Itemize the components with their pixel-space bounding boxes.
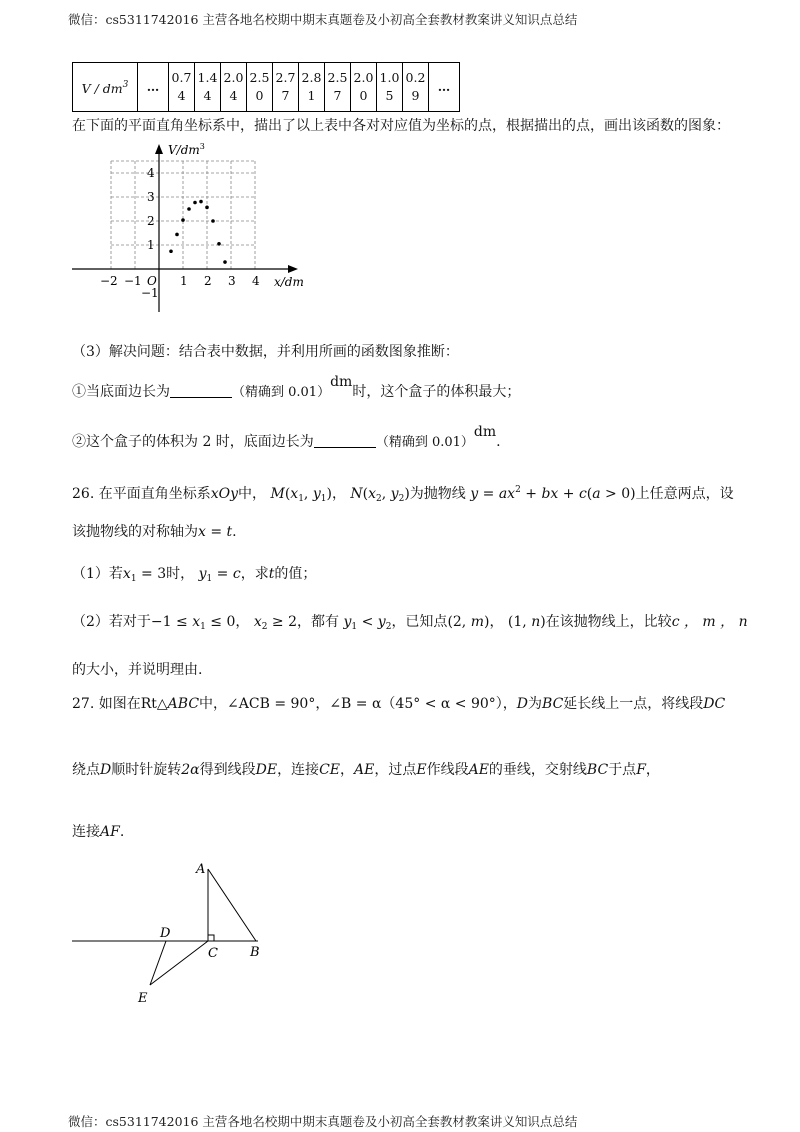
q26-part2: （2）若对于$-1 \le x_1 \le 0$， $x_2 \ge 2$，都有 $y_1 < y_2$，已知点(2, m)， (1, n)在该抛物线上，比较c ， m ， n (72, 614, 748, 632)
plotted-point (223, 260, 227, 264)
table-value-cell: 0.2 9 (403, 63, 429, 112)
table-ellipsis-left: … (138, 63, 169, 112)
x-axis-arrow (288, 265, 298, 273)
label-c: C (208, 946, 218, 961)
q26-part2-line2: 的大小，并说明理由. (72, 662, 203, 678)
q3-title: （3）解决问题：结合表中数据，并利用所画的函数图象推断： (72, 344, 459, 360)
coordinate-graph (66, 140, 316, 320)
q26-line1: 26. 在平面直角坐标系xOy中， $M(x_1$, $y_1$)， $N(x_2$, $y_2$)为抛物线 $y = ax^2$ + bx + c(a > 0)上任意两点，设 (72, 485, 734, 504)
y-axis-arrow (155, 144, 163, 154)
y-tick-label: 3 (147, 190, 155, 204)
table-value-cell: 1.0 5 (377, 63, 403, 112)
label-d: D (160, 926, 171, 941)
q27-line1: 27. 如图在Rt△ABC中，∠ACB = 90°，∠B = α（45° < α < 90°），D为BC延长线上一点，将线段DC (72, 696, 726, 712)
plotted-point (211, 219, 215, 223)
origin-label: O (147, 274, 157, 288)
q3-item2: ②这个盒子的体积为 2 时，底面边长为 （精确到 0.01）dm. (72, 424, 501, 450)
value-table (72, 62, 460, 112)
q27-figure (70, 855, 280, 1015)
plotted-point (175, 233, 179, 237)
x-tick-label: −1 (124, 274, 142, 288)
q26-part1: （1）若$x_1 = 3$时， $y_1 = c$，求t的值； (72, 566, 317, 584)
label-a: A (196, 862, 206, 877)
table-value-cell: 2.0 4 (221, 63, 247, 112)
y-tick-label: 2 (147, 214, 155, 228)
segment-ce (150, 941, 208, 985)
label-e: E (138, 991, 148, 1006)
table-ellipsis-right: … (429, 63, 460, 112)
plotted-point (205, 206, 209, 210)
table-header-cell: V / $dm^3$ (73, 63, 138, 112)
page-header: 微信：cs5311742016 主营各地名校期中期末真题卷及小初高全套教材教案讲义知识点总结 (68, 12, 578, 27)
answer-blank-2[interactable] (314, 433, 376, 448)
answer-blank-1[interactable] (170, 383, 232, 398)
x-axis-label: x/dm (274, 275, 304, 289)
intro-text: 在下面的平面直角坐标系中，描出了以上表中各对对应值为坐标的点，根据描出的点，画出该函数的图象： (72, 118, 730, 134)
page-footer: 微信：cs5311742016 主营各地名校期中期末真题卷及小初高全套教材教案讲义知识点总结 (68, 1114, 578, 1129)
table-value-cell: 0.7 4 (169, 63, 195, 112)
x-tick-label: −2 (100, 274, 118, 288)
graph-grid (111, 161, 255, 269)
x-tick-label: 4 (252, 274, 260, 288)
y-tick-label: −1 (141, 286, 159, 300)
q26-line2: 该抛物线的对称轴为x = t. (72, 524, 237, 540)
plotted-point (169, 249, 173, 253)
y-tick-label: 1 (147, 238, 155, 252)
segment-ab (208, 869, 256, 941)
plotted-point (217, 242, 221, 246)
y-tick-label: 4 (147, 166, 155, 180)
table-value-cell: 2.8 1 (299, 63, 325, 112)
table-value-cell: 2.7 7 (273, 63, 299, 112)
plotted-point (199, 200, 203, 204)
table-value-cell: 1.4 4 (195, 63, 221, 112)
right-angle-mark (208, 935, 214, 941)
plotted-point (181, 218, 185, 222)
plotted-point (187, 207, 191, 211)
q27-line2: 绕点D顺时针旋转2α得到线段DE，连接CE，AE，过点E作线段AE的垂线，交射线BC于点F， (72, 762, 660, 778)
table-value-cell: 2.5 0 (247, 63, 273, 112)
x-tick-label: 2 (204, 274, 212, 288)
table-value-cell: 2.0 0 (351, 63, 377, 112)
q27-line3: 连接AF. (72, 824, 125, 840)
x-tick-label: 1 (180, 274, 188, 288)
label-b: B (250, 945, 260, 960)
y-axis-label: $V/dm^3$ (168, 142, 205, 157)
plotted-point (193, 201, 197, 205)
q3-item1: ①当底面边长为 （精确到 0.01）dm时，这个盒子的体积最大； (72, 374, 521, 400)
x-tick-label: 3 (228, 274, 236, 288)
table-value-cell: 2.5 7 (325, 63, 351, 112)
